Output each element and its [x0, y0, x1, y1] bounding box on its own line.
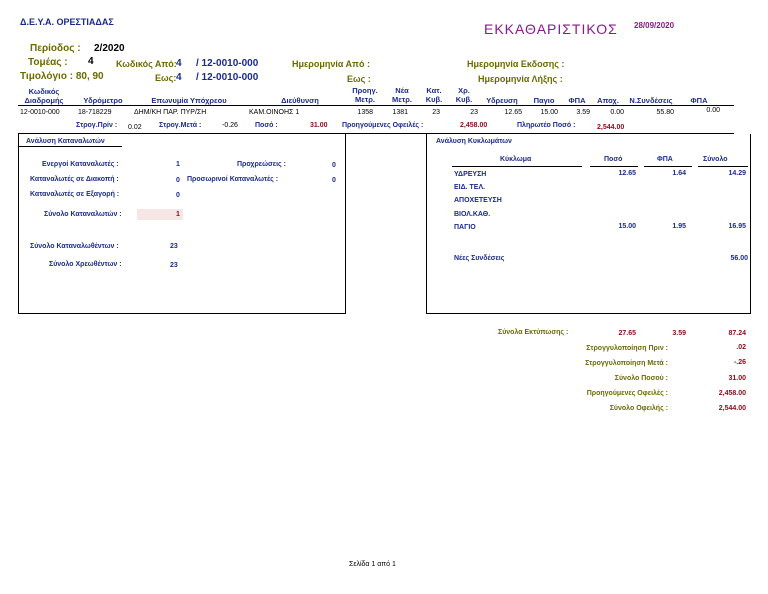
col-new-meter: Νέα Μετρ.	[392, 86, 412, 104]
row-disconnection: 0.00	[610, 109, 624, 116]
active-consumers-value: 1	[176, 161, 180, 168]
row-vat: 3.59	[576, 109, 590, 116]
col-address: Διεύθυνση	[281, 96, 319, 105]
row-fixed-charge: 15.00	[540, 109, 558, 116]
left-panel-border-right	[345, 134, 346, 314]
circuits-header-line-1	[452, 166, 582, 167]
consumed-total-label: Σύνολο Καταναλωθέντων :	[30, 243, 119, 250]
row-divider	[18, 133, 734, 134]
col-owner: Επωνυμία Υπόχρεου	[151, 96, 227, 105]
temporary-consumers-label: Προσωρινοί Καταναλωτές :	[187, 176, 279, 183]
date-from-label: Ημερομηνία Από :	[292, 59, 370, 69]
round-before-label: Στρογ.Πρίν :	[76, 122, 118, 129]
print-totals-label: Σύνολα Εκτύπωσης :	[498, 329, 569, 336]
expiry-date-label: Ημερομηνία Λήξης :	[478, 74, 563, 84]
suspended-consumers-label: Καταναλωτές σε Διακοπή :	[30, 176, 119, 183]
col-vat2: ΦΠΑ	[690, 96, 708, 105]
document-title: ΕΚΚΑΘΑΡΙΣΤΙΚΟΣ	[484, 21, 618, 37]
circuits-header-line-2	[590, 166, 638, 167]
right-panel-border-bottom	[426, 313, 751, 314]
print-amount: 27.65	[618, 330, 636, 337]
col-route-code: Κωδικός Διαδρομής	[24, 87, 64, 105]
col-vat: ΦΠΑ	[568, 96, 586, 105]
payable-label: Πληρωτέο Ποσό :	[517, 122, 576, 129]
col-consumption: Χρ. Κυβ.	[455, 86, 473, 104]
prev-debts-total-value: 2,458.00	[718, 390, 746, 397]
advances-value: 0	[332, 162, 336, 169]
round-after-label: Στρογ.Μετά :	[159, 122, 202, 129]
prev-debts-value: 2,458.00	[460, 122, 488, 129]
prev-debts-label: Προηγούμενες Οφειλές :	[342, 122, 424, 129]
row-prev-meter: 1358	[357, 109, 373, 116]
to2-label: Εως :	[347, 74, 371, 84]
suspended-consumers-value: 0	[176, 177, 180, 184]
round-before-total-value: .02	[736, 344, 746, 351]
round-before-total-label: Στρογγυλοποίηση Πριν :	[586, 345, 668, 352]
to-b: / 12-0010-000	[196, 72, 259, 83]
circuit-row-name: ΑΠΟΧΕΤΕΥΣΗ	[454, 197, 502, 204]
advances-label: Προχρεώσεις :	[237, 161, 286, 168]
consumers-title-underline	[18, 146, 122, 147]
to-label: Εως:	[155, 73, 177, 83]
col-fixed-charge: Παγιο	[533, 96, 555, 105]
to-a: 4	[176, 72, 182, 83]
total-consumers-value: 1	[176, 211, 180, 218]
consumers-section-title: Ανάλυση Καταναλωτών	[26, 138, 105, 145]
row-address: ΚΑΜ.ΟΙΝΟΗΣ 1	[249, 109, 300, 116]
round-before-value: 0.02	[128, 124, 142, 131]
code-from-a: 4	[176, 58, 182, 69]
consumed-total-value: 23	[170, 243, 178, 250]
sector-value: 4	[88, 56, 94, 67]
header-divider	[18, 105, 734, 106]
new-connections-label: Νέες Συνδέσεις	[454, 255, 505, 262]
circuit-row-name: ΕΙΔ. ΤΕΛ.	[454, 184, 486, 191]
active-consumers-label: Ενεργοί Καταναλωτές :	[42, 161, 119, 168]
print-total: 87.24	[728, 330, 746, 337]
charged-total-value: 23	[170, 262, 178, 269]
amount-label: Ποσό :	[255, 122, 278, 129]
left-panel-border-bottom	[18, 313, 346, 314]
period-label: Περίοδος :	[30, 43, 81, 54]
organization-name: Δ.Ε.Υ.Α. ΟΡΕΣΤΙΑΔΑΣ	[20, 17, 114, 27]
col-circuit: Κύκλωμα	[500, 156, 532, 163]
col-category: Κατ. Κυβ.	[425, 86, 443, 104]
col-meter: Υδρόμετρο	[83, 96, 123, 105]
row-water-supply: 12.65	[504, 109, 522, 116]
code-from-b: / 12-0010-000	[196, 58, 259, 69]
temporary-consumers-value: 0	[332, 177, 336, 184]
circuit-row-vat: 1.95	[672, 223, 686, 230]
right-panel-border-left	[426, 134, 427, 314]
circuit-row-vat: 1.64	[672, 170, 686, 177]
circuit-row-amount: 15.00	[618, 223, 636, 230]
circuits-section-title: Ανάλυση Κυκλωμάτων	[436, 138, 512, 145]
col-prev-meter: Προηγ. Μετρ.	[352, 86, 378, 104]
col-circuit-total: Σύνολο	[703, 156, 728, 163]
circuits-header-line-4	[698, 166, 748, 167]
row-owner: ΔΗΜ/ΚΗ ΠΑΡ. ΠΥΡ/ΣΗ	[134, 109, 207, 116]
page-number: Σελίδα 1 από 1	[349, 561, 396, 568]
row-category: 23	[432, 109, 440, 116]
round-after-total-value: -.26	[733, 359, 746, 366]
circuit-row-name: ΒΙΟΛ.ΚΑΘ.	[454, 211, 491, 218]
circuit-row-name: ΠΑΓΙΟ	[454, 224, 476, 231]
circuit-row-total: 14.29	[728, 170, 746, 177]
sector-label: Τομέας :	[28, 57, 68, 68]
circuit-row-amount: 12.65	[618, 170, 636, 177]
round-after-value: -0.26	[222, 122, 238, 129]
prev-debts-total-label: Προηγούμενες Οφειλές :	[586, 390, 668, 397]
new-connections-value: 56.00	[730, 255, 748, 262]
debt-total-value: 2,544.00	[718, 405, 746, 412]
row-meter: 18-718229	[78, 109, 112, 116]
row-new-connections: 55.80	[656, 109, 674, 116]
circuit-row-total: 16.95	[728, 223, 746, 230]
print-vat: 3.59	[672, 330, 686, 337]
exemption-consumers-label: Καταναλωτές σε Εξαγορή :	[30, 191, 120, 198]
row-vat2: 0.00	[706, 107, 720, 114]
col-new-connections: Ν.Συνδέσεις	[629, 96, 673, 105]
row-new-meter: 1381	[392, 109, 408, 116]
col-circuit-amount: Ποσό	[604, 156, 623, 163]
right-panel-border-right	[750, 134, 751, 314]
issue-date-label: Ημερομηνία Εκδοσης :	[467, 59, 565, 69]
amount-total-value: 31.00	[728, 375, 746, 382]
circuits-header-line-3	[644, 166, 692, 167]
col-water-supply: Υδρευση	[486, 96, 518, 105]
row-route-code: 12-0010-000	[20, 109, 60, 116]
document-date: 28/09/2020	[634, 21, 675, 30]
invoice-label: Τιμολόγιο : 80, 90	[20, 71, 104, 82]
round-after-total-label: Στρογγυλοποίηση Μετά :	[585, 360, 668, 367]
left-panel-border-left	[18, 134, 19, 314]
row-consumption: 23	[470, 109, 478, 116]
col-disconnection: Αποχ.	[597, 96, 619, 105]
circuit-row-name: ΥΔΡΕΥΣΗ	[454, 171, 487, 178]
exemption-consumers-value: 0	[176, 192, 180, 199]
charged-total-label: Σύνολο Χρεωθέντων :	[49, 261, 122, 268]
code-from-label: Κωδικός Από:	[116, 59, 177, 69]
col-circuit-vat: ΦΠΑ	[657, 156, 673, 163]
debt-total-label: Σύνολο Οφειλής :	[609, 405, 668, 412]
period-value: 2/2020	[94, 43, 125, 54]
amount-value: 31.00	[310, 122, 328, 129]
amount-total-label: Σύνολο Ποσού :	[614, 375, 668, 382]
total-consumers-label: Σύνολο Καταναλωτών :	[44, 211, 122, 218]
payable-value: 2,544.00	[597, 124, 625, 131]
